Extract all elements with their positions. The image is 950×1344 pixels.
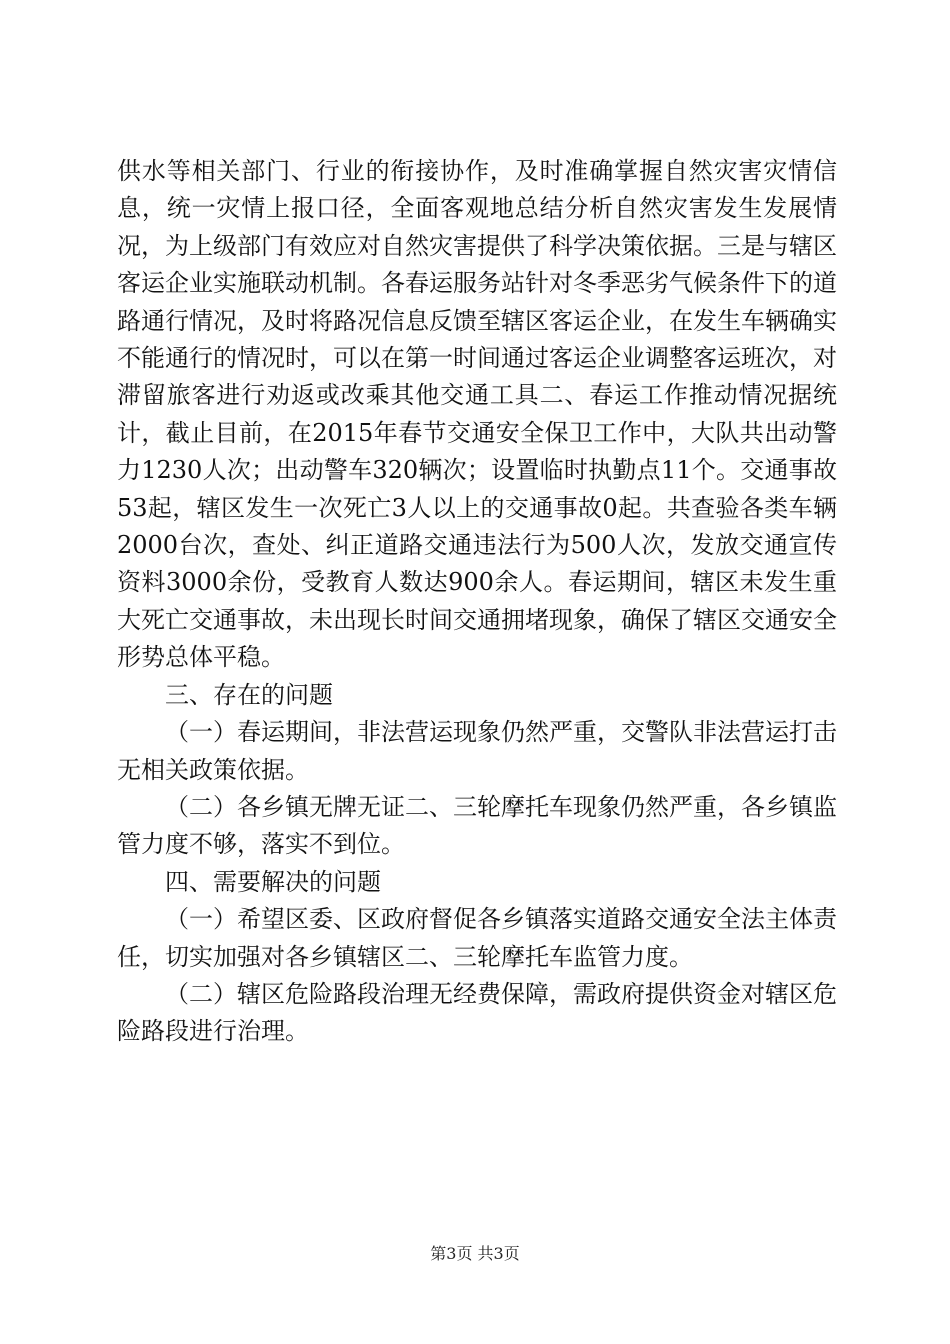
- issue-item-1: （一）希望区委、区政府督促各乡镇落实道路交通安全法主体责任，切实加强对各乡镇辖区二、三轮摩托车监管力度。: [117, 905, 837, 971]
- problem-item-2: （二）各乡镇无牌无证二、三轮摩托车现象仍然严重，各乡镇监管力度不够，落实不到位。: [117, 792, 837, 859]
- problem-item-1: （一）春运期间，非法营运现象仍然严重，交警队非法营运打击无相关政策依据。: [117, 718, 837, 784]
- page-number-footer: 第3页 共3页: [430, 1244, 520, 1263]
- document-body: [117, 153, 837, 1051]
- section-heading-issues-to-solve: 四、需要解决的问题: [165, 867, 381, 896]
- section-heading-problems: 三、存在的问题: [165, 680, 333, 709]
- issue-item-2: （二）辖区危险路段治理无经费保障，需政府提供资金对辖区危险路段进行治理。: [117, 979, 837, 1046]
- body-paragraph: 供水等相关部门、行业的衔接协作，及时准确掌握自然灾害灾情信息，统一灾情上报口径，全面客观地总结分析自然灾害发生发展情况，为上级部门有效应对自然灾害提供了科学决策依据。三是与辖区客运企业实施联动机制。各春运服务站针对冬季恶劣气候条件下的道路通行情况，及时将路况信息反馈至辖区客运企业，在发生车辆确实不能通行的情况时，可以在第一时间通过客运企业调整客运班次，对滞留旅客进行劝返或改乘其他交通工具二、春运工作推动情况据统计，截止目前，在2015年春节交通安全保卫工作中，大队共出动警力1230人次；出动警车320辆次；设置临时执勤点11个。交通事故53起，辖区发生一次死亡3人以上的交通事故0起。共查验各类车辆2000台次，查处、纠正道路交通违法行为500人次，发放交通宣传资料3000余份，受教育人数达900余人。春运期间，辖区未发生重大死亡交通事故，未出现长时间交通拥堵现象，确保了辖区交通安全形势总体平稳。: [117, 157, 837, 672]
